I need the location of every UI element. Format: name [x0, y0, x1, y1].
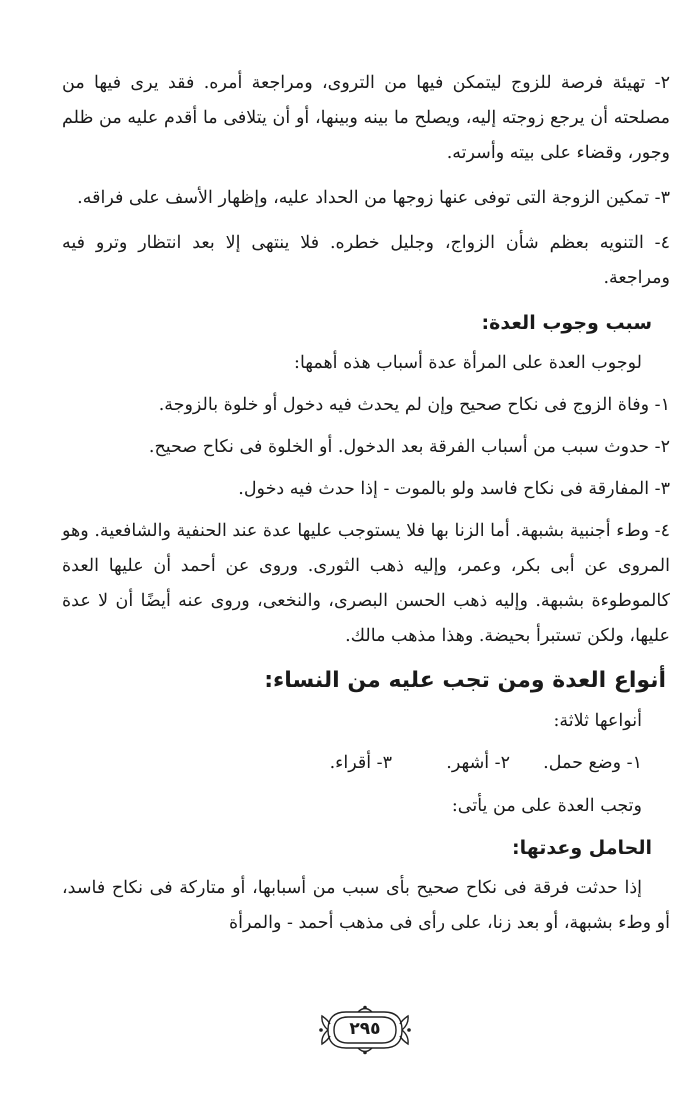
cause-item-4: ٤- وطء أجنبية بشبهة. أما الزنا بها فلا يستوجب عليها عدة عند الحنفية والشافعية. وهو المروى عن أبى بكر، وعمر، وإليه ذهب الثورى. وروى عن أحمد أن عليها العدة كالموطوءة بشبهة. وإليه ذهب الحسن البصرى، والنخعى، وروى عنه أيضًا أن لا عدة عليها، ولكن تستبرأ بحيضة. وهذا مذهب مالك. [62, 521, 670, 646]
cause-intro: لوجوب العدة على المرأة عدة أسباب هذه أهمها: [294, 353, 642, 373]
page-number: ٢٩٥ [349, 1019, 381, 1039]
page-body [62, 66, 670, 951]
type-item-months: ٢- أشهر. [446, 753, 510, 773]
paragraph-purpose-2: ٢- تهيئة فرصة للزوج ليتمكن فيها من التروى، ومراجعة أمره. فقد يرى فيها من مصلحته أن يرجع زوجته إليه، ويصلح ما بينه وبينها، أو أن يتلافى ما أقدم عليه من ظلم وجور، وقضاء على بيته وأسرته. [62, 73, 670, 163]
paragraph-purpose-3: ٣- تمكين الزوجة التى توفى عنها زوجها من الحداد عليه، وإظهار الأسف على فراقه. [77, 188, 670, 208]
cause-item-2: ٢- حدوث سبب من أسباب الفرقة بعد الدخول. أو الخلوة فى نكاح صحيح. [148, 437, 670, 457]
cause-item-3: ٣- المفارقة فى نكاح فاسد ولو بالموت - إذا حدث فيه دخول. [238, 479, 670, 499]
cause-item-1: ١- وفاة الزوج فى نكاح صحيح وإن لم يحدث فيه دخول أو خلوة بالزوجة. [158, 395, 670, 415]
heading-cause-of-iddah: سبب وجوب العدة: [481, 312, 652, 334]
page-footer [318, 1004, 412, 1056]
type-item-periods: ٣- أقراء. [329, 753, 392, 773]
pregnant-paragraph: إذا حدثت فرقة فى نكاح صحيح بأى سبب من أسبابها، أو متاركة فى نكاح فاسد، أو وطء بشبهة، أو بعد زنا، على رأى فى مذهب أحمد - والمرأة [62, 878, 670, 933]
heading-pregnant-woman: الحامل وعدتها: [512, 837, 652, 859]
type-item-pregnancy: ١- وضع حمل. [543, 753, 642, 773]
paragraph-purpose-4: ٤- التنويه بعظم شأن الزواج، وجليل خطره. فلا ينتهى إلا بعد انتظار وترو فيه ومراجعة. [62, 233, 670, 288]
types-list [62, 746, 670, 781]
who-intro: وتجب العدة على من يأتى: [451, 796, 642, 816]
heading-types-of-iddah: أنواع العدة ومن تجب عليه من النساء: [264, 668, 666, 693]
types-intro: أنواعها ثلاثة: [553, 711, 642, 731]
